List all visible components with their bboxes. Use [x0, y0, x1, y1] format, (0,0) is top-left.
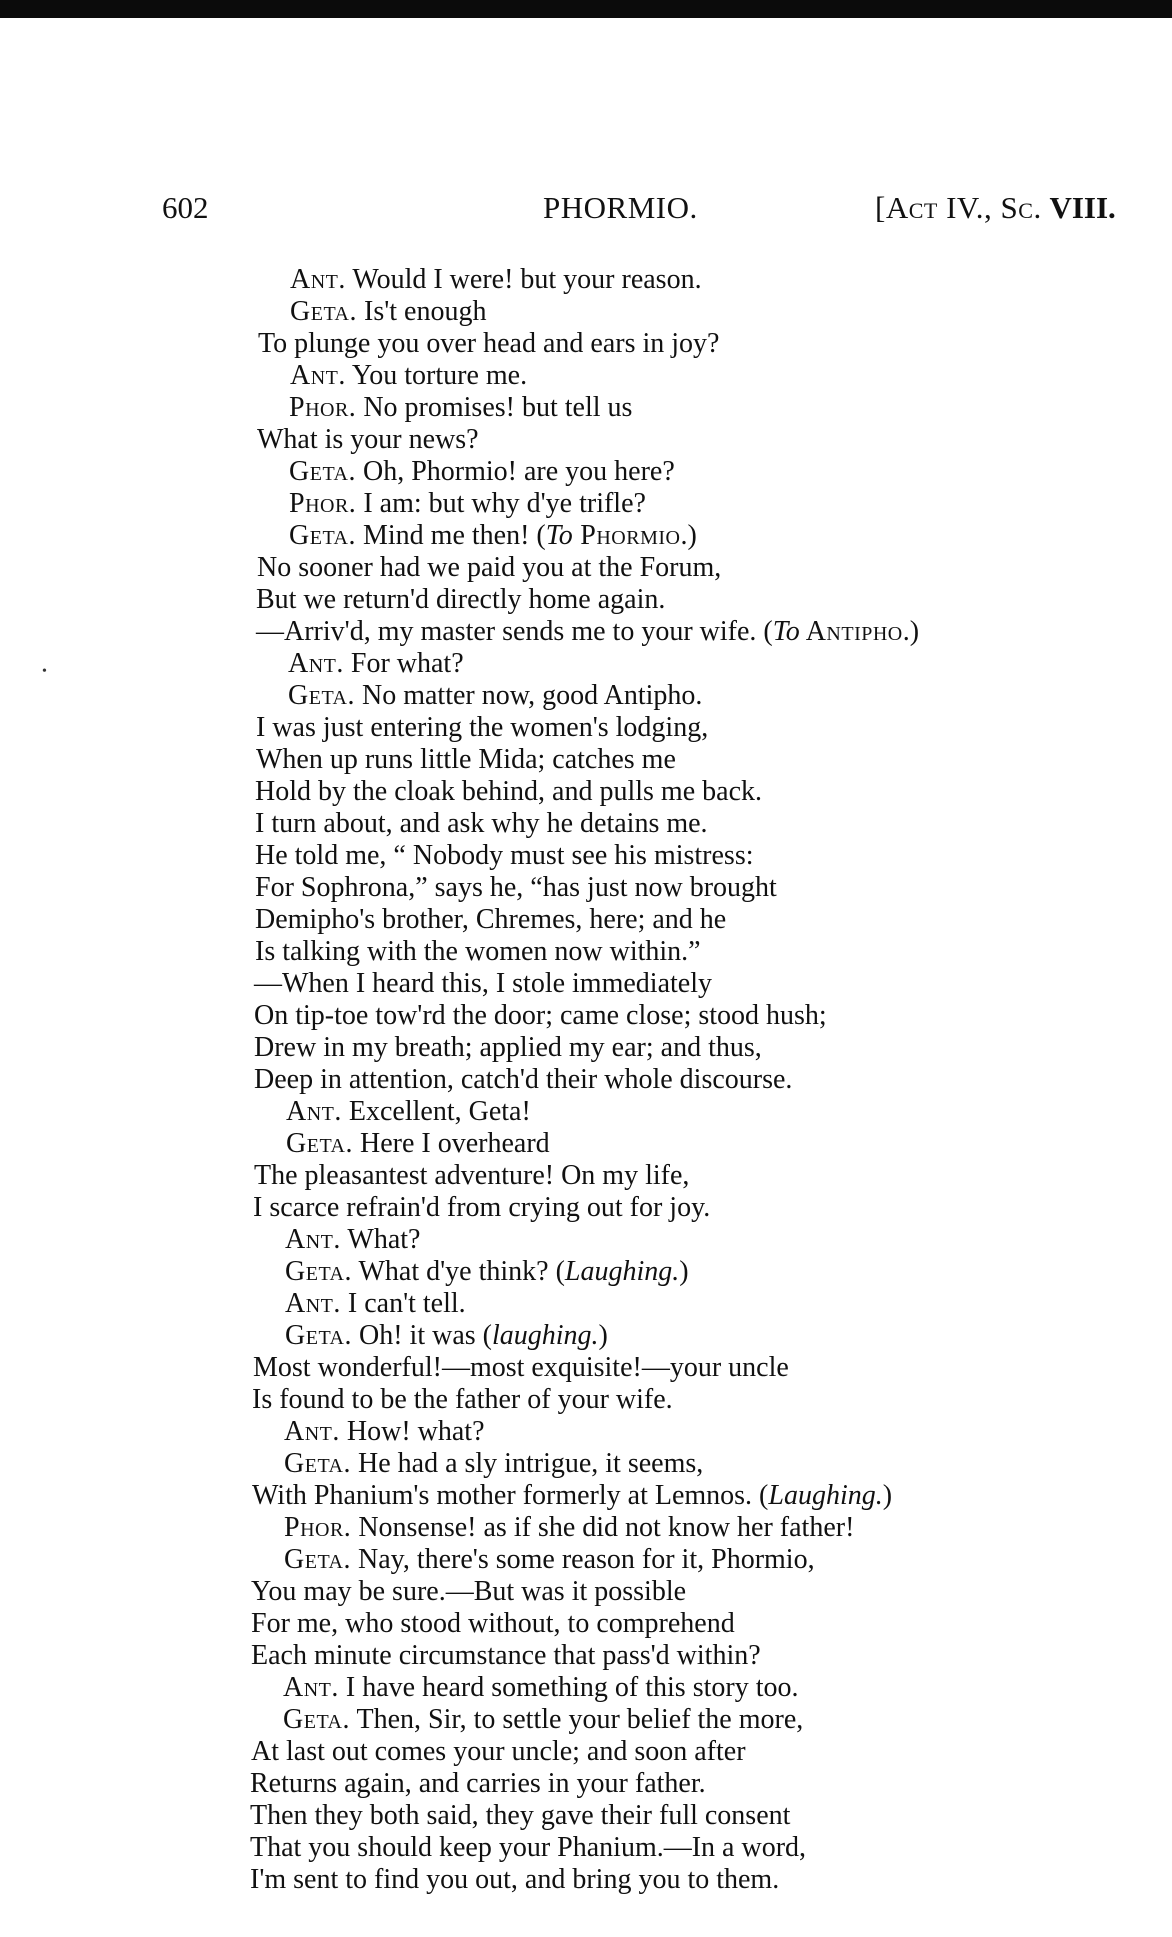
- line-text: That you should keep your Phanium.—In a word,: [250, 1832, 807, 1863]
- speech-line: [284, 1416, 485, 1448]
- verse-line: [250, 1800, 790, 1832]
- verse-line: [257, 552, 721, 584]
- line-text: Deep in attention, catch'd their whole discourse.: [254, 1064, 793, 1095]
- speech-line: [289, 456, 675, 488]
- direction-close: .): [680, 520, 697, 551]
- line-text: You may be sure.—But was it possible: [251, 1576, 687, 1607]
- stage-direction: To: [545, 520, 573, 551]
- line-text: What?: [340, 1224, 421, 1255]
- speaker-name: Geta.: [288, 680, 355, 711]
- line-text: No promises! but tell us: [356, 392, 633, 423]
- line-text: Oh! it was (: [352, 1320, 492, 1351]
- speaker-name: Geta.: [285, 1320, 352, 1351]
- verse-line: [255, 904, 726, 936]
- speaker-name: Geta.: [289, 520, 356, 551]
- line-text: —Arriv'd, my master sends me to your wife. (: [256, 616, 773, 647]
- speaker-name: Phor.: [289, 488, 357, 519]
- line-text: No sooner had we paid you at the Forum,: [257, 552, 722, 583]
- verse-line: [256, 616, 919, 648]
- direction-close: .): [902, 616, 920, 647]
- speaker-name: Ant.: [288, 648, 344, 679]
- line-text: The pleasantest adventure! On my life,: [254, 1160, 690, 1191]
- verse-line: [255, 776, 762, 808]
- speaker-name: Ant.: [285, 1224, 341, 1255]
- speech-line: [285, 1224, 420, 1256]
- speech-line: [288, 648, 464, 680]
- speech-line: [288, 680, 702, 712]
- running-title: PHORMIO.: [543, 190, 698, 225]
- line-text: Would I were! but your reason.: [345, 264, 702, 295]
- line-text: You torture me.: [345, 360, 528, 391]
- speech-line: [289, 392, 632, 424]
- verse-line: [258, 328, 719, 360]
- direction-close: ): [882, 1480, 893, 1511]
- speech-line: [290, 264, 702, 296]
- verse-line: [255, 936, 701, 968]
- line-text: Drew in my breath; applied my ear; and thus,: [254, 1032, 762, 1063]
- line-text: To plunge you over head and ears in joy?: [258, 328, 720, 359]
- speaker-name: Ant.: [290, 264, 346, 295]
- line-text: Each minute circumstance that pass'd within?: [251, 1640, 761, 1671]
- line-text: Most wonderful!—most exquisite!—your uncle: [253, 1352, 789, 1383]
- speaker-name: Geta.: [289, 456, 356, 487]
- speaker-name: Geta.: [286, 1128, 353, 1159]
- direction-close: ): [679, 1256, 689, 1287]
- line-text: What is your news?: [257, 424, 479, 455]
- line-text: I was just entering the women's lodging,: [256, 712, 709, 743]
- speech-line: [285, 1320, 608, 1352]
- line-text: But we return'd directly home again.: [256, 584, 666, 615]
- line-text: Mind me then! (: [356, 520, 546, 551]
- line-text: I scarce refrain'd from crying out for joy.: [253, 1192, 711, 1223]
- verse-line: [256, 744, 676, 776]
- speech-line: [285, 1288, 466, 1320]
- line-text: Demipho's brother, Chremes, here; and he: [255, 904, 727, 935]
- line-text: Excellent, Geta!: [341, 1096, 531, 1127]
- speaker-name: Ant.: [286, 1096, 342, 1127]
- line-text: For what?: [343, 648, 464, 679]
- line-text: I can't tell.: [340, 1288, 466, 1319]
- line-text: Nay, there's some reason for it, Phormio,: [351, 1544, 815, 1575]
- line-text: No matter now, good Antipho.: [355, 680, 703, 711]
- line-text: Nonsense! as if she did not know her father!: [351, 1512, 855, 1543]
- line-text: Oh, Phormio! are you here?: [356, 456, 675, 487]
- verse-line: [253, 1352, 789, 1384]
- verse-line: [256, 584, 665, 616]
- verse-line: [250, 1832, 806, 1864]
- line-text: On tip-toe tow'rd the door; came close; stood hush;: [254, 1000, 827, 1031]
- verse-line: [252, 1384, 673, 1416]
- line-text: Is't enough: [357, 296, 487, 327]
- line-text: He told me, “ Nobody must see his mistress:: [255, 840, 754, 871]
- speaker-name: Geta.: [290, 296, 357, 327]
- line-text: —When I heard this, I stole immediately: [254, 968, 712, 999]
- speaker-name: Ant.: [285, 1288, 341, 1319]
- line-text: I'm sent to find you out, and bring you to them.: [250, 1864, 780, 1895]
- line-text: Then, Sir, to settle your belief the more,: [350, 1704, 804, 1735]
- verse-line: [251, 1736, 746, 1768]
- line-text: Here I overheard: [353, 1128, 550, 1159]
- speaker-name: Geta.: [284, 1544, 351, 1575]
- verse-line: [253, 1192, 710, 1224]
- verse-line: [254, 1064, 792, 1096]
- line-text: Is talking with the women now within.”: [255, 936, 701, 967]
- speaker-name: Geta.: [283, 1704, 350, 1735]
- verse-line: [251, 1640, 761, 1672]
- verse-line: [251, 1576, 686, 1608]
- speaker-name: Geta.: [284, 1448, 351, 1479]
- verse-line: [250, 1864, 779, 1896]
- act-scene-label: [Act IV., Sc. VIII.: [875, 190, 1116, 225]
- speech-line: [285, 1256, 689, 1288]
- addressee-name: Phormio: [572, 520, 681, 551]
- speech-line: [289, 488, 646, 520]
- verse-line: [255, 872, 777, 904]
- top-border-rule: [0, 0, 1172, 18]
- line-text: At last out comes your uncle; and soon after: [251, 1736, 746, 1767]
- speaker-name: Phor.: [284, 1512, 352, 1543]
- line-text: Returns again, and carries in your father.: [250, 1768, 706, 1799]
- stage-direction: Laughing.: [564, 1256, 680, 1287]
- addressee-name: Antipho: [799, 616, 903, 647]
- scene-number: VIII.: [1049, 190, 1116, 225]
- verse-line: [254, 968, 712, 1000]
- stage-direction: To: [772, 616, 800, 647]
- stage-direction: Laughing.: [768, 1480, 883, 1511]
- direction-close: ): [598, 1320, 608, 1351]
- margin-speck: •: [42, 664, 47, 679]
- line-text: Then they both said, they gave their full consent: [250, 1800, 791, 1831]
- verse-line: [255, 840, 754, 872]
- line-text: He had a sly intrigue, it seems,: [351, 1448, 704, 1479]
- verse-line: [254, 1160, 689, 1192]
- speaker-name: Phor.: [289, 392, 357, 423]
- speech-line: [290, 296, 486, 328]
- stage-direction: laughing.: [491, 1320, 599, 1351]
- line-text: For me, who stood without, to comprehend: [251, 1608, 735, 1639]
- line-text: What d'ye think? (: [352, 1256, 565, 1287]
- speech-line: [283, 1704, 803, 1736]
- speech-line: [284, 1512, 854, 1544]
- verse-line: [256, 712, 708, 744]
- speech-line: [286, 1128, 550, 1160]
- verse-line: [251, 1608, 735, 1640]
- speech-line: [283, 1672, 798, 1704]
- page-header: [0, 190, 1172, 230]
- speaker-name: Ant.: [283, 1672, 339, 1703]
- line-text: I have heard something of this story too.: [338, 1672, 799, 1703]
- speech-line: [284, 1544, 815, 1576]
- line-text: Hold by the cloak behind, and pulls me back.: [255, 776, 762, 807]
- verse-line: [252, 1480, 892, 1512]
- speaker-name: Ant.: [290, 360, 346, 391]
- speaker-name: Geta.: [285, 1256, 352, 1287]
- speech-line: [290, 360, 527, 392]
- speaker-name: Ant.: [284, 1416, 340, 1447]
- verse-line: [257, 424, 479, 456]
- verse-line: [254, 1032, 762, 1064]
- speech-line: [289, 520, 697, 552]
- page-number: 602: [162, 190, 209, 225]
- line-text: When up runs little Mida; catches me: [256, 744, 676, 775]
- line-text: For Sophrona,” says he, “has just now brought: [255, 872, 777, 903]
- line-text: How! what?: [339, 1416, 485, 1447]
- line-text: I am: but why d'ye trifle?: [356, 488, 646, 519]
- speech-line: [286, 1096, 531, 1128]
- verse-line: [250, 1768, 706, 1800]
- line-text: Is found to be the father of your wife.: [252, 1384, 673, 1415]
- line-text: With Phanium's mother formerly at Lemnos. (: [252, 1480, 769, 1511]
- verse-line: [254, 1000, 827, 1032]
- speech-line: [284, 1448, 703, 1480]
- verse-line: [255, 808, 708, 840]
- line-text: I turn about, and ask why he detains me.: [255, 808, 708, 839]
